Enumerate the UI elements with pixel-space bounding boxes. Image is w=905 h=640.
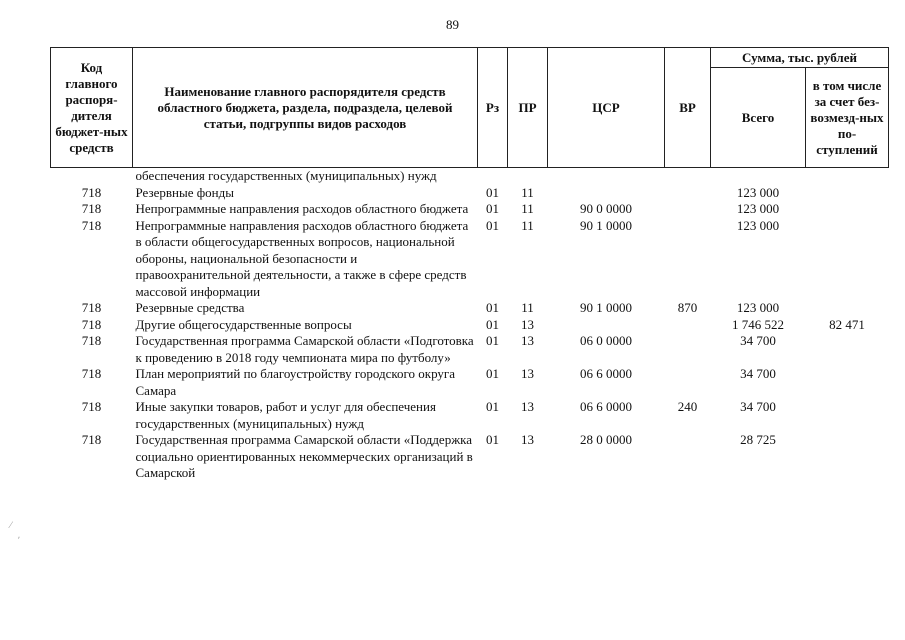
table-row: [51, 333, 889, 366]
cell-vr: [665, 317, 711, 334]
cell-code: 718: [81, 366, 102, 381]
header-pr: ПР: [508, 48, 548, 168]
cell-grant: [806, 432, 889, 482]
cell-vr: [665, 333, 711, 366]
cell-total: 1 746 522: [732, 316, 784, 332]
cell-total: [711, 168, 806, 185]
cell-vr: [665, 201, 711, 218]
cell-pr: 13: [521, 399, 534, 414]
cell-code: 718: [81, 300, 102, 315]
cell-rz: 01: [486, 316, 499, 332]
cell-total: 123 000: [736, 300, 780, 315]
cell-pr: 11: [521, 217, 534, 233]
cell-pr: 13: [521, 333, 534, 348]
cell-name: Резервные средства: [135, 300, 245, 315]
cell-name: План мероприятий по благоустройству городского округа Самара: [135, 366, 455, 398]
cell-total: 34 700: [740, 399, 776, 414]
cell-vr: 870: [677, 300, 698, 315]
budget-table: [50, 47, 889, 482]
cell-grant: [806, 366, 889, 399]
cell-code: 718: [81, 316, 102, 332]
header-rz: Рз: [478, 48, 508, 168]
cell-code: 718: [81, 399, 102, 414]
header-grant: в том числе за счет без-возмезд-ных по-ступлений: [806, 68, 889, 168]
cell-rz: 01: [486, 366, 499, 381]
cell-csr: 90 1 0000: [580, 300, 632, 315]
table-row: [51, 300, 889, 317]
cell-vr: [665, 185, 711, 202]
cell-code: 718: [81, 432, 102, 447]
table-row: [51, 399, 889, 432]
cell-rz: 01: [486, 217, 499, 233]
cell-pr: 13: [521, 366, 534, 381]
cell-name: Непрограммные направления расходов областного бюджета: [135, 201, 469, 216]
table-row: [51, 366, 889, 399]
cell-grant: [806, 218, 889, 301]
cell-vr: [665, 168, 711, 185]
header-csr: ЦСР: [548, 48, 665, 168]
page-number: 89: [446, 17, 459, 32]
cell-pr: 11: [521, 184, 534, 200]
cell-rz: 01: [486, 201, 499, 216]
cell-vr: [665, 432, 711, 482]
cell-rz: 01: [486, 184, 499, 200]
cell-csr: 06 6 0000: [580, 399, 632, 414]
cell-csr: [548, 317, 665, 334]
cell-code: [51, 168, 133, 185]
cell-grant: [806, 201, 889, 218]
cell-total: 34 700: [740, 333, 776, 348]
cell-name: Иные закупки товаров, работ и услуг для обеспечения государственных (муниципальных) нужд: [135, 399, 436, 431]
cell-csr: 06 0 0000: [580, 333, 632, 348]
table-row: [51, 185, 889, 202]
cell-name: Непрограммные направления расходов областного бюджета в области общегосударственных вопросов, национальной обороны, национальной безопасности и правоохранительной деятельности, а также в сфере средств массовой информации: [135, 217, 469, 299]
cell-code: 718: [81, 201, 102, 216]
header-vr: ВР: [665, 48, 711, 168]
cell-csr: [548, 185, 665, 202]
cell-total: 34 700: [740, 366, 776, 381]
header-code: Код главного распоря-дителя бюджет-ных средств: [51, 48, 133, 168]
header-total: Всего: [711, 68, 806, 168]
header-name: Наименование главного распорядителя средств областного бюджета, раздела, подраздела, целевой статьи, подгруппы видов расходов: [133, 48, 478, 168]
cell-grant: 82 471: [829, 316, 865, 332]
cell-rz: 01: [486, 300, 499, 315]
cell-grant: [806, 300, 889, 317]
cell-grant: [806, 333, 889, 366]
cell-csr: 90 0 0000: [580, 201, 632, 216]
cell-name: Государственная программа Самарской области «Подготовка к проведению в 2018 году чемпионата мира по футболу»: [135, 333, 474, 365]
cell-rz: 01: [486, 333, 499, 348]
cell-rz: 01: [486, 432, 499, 447]
table-row: [51, 218, 889, 301]
cell-name: Государственная программа Самарской области «Поддержка социально ориентированных некоммерческих организаций в Самарской: [135, 432, 473, 480]
cell-vr: 240: [677, 399, 698, 414]
cell-csr: 06 6 0000: [580, 366, 632, 381]
table-row: [51, 168, 889, 185]
cell-code: 718: [81, 184, 102, 200]
cell-name: Резервные фонды: [135, 184, 234, 200]
cell-name: Другие общегосударственные вопросы: [135, 316, 352, 332]
table-header: [51, 48, 889, 168]
cell-pr: 11: [521, 300, 534, 315]
cell-pr: 13: [521, 316, 534, 332]
cell-total: 28 725: [740, 432, 776, 447]
cell-code: 718: [81, 217, 102, 233]
cell-rz: 01: [486, 399, 499, 414]
cell-pr: [508, 168, 548, 185]
cell-rz: [478, 168, 508, 185]
table-row: [51, 317, 889, 334]
cell-name: обеспечения государственных (муниципальных) нужд: [135, 168, 437, 183]
cell-code: 718: [81, 333, 102, 348]
cell-vr: [665, 366, 711, 399]
cell-vr: [665, 218, 711, 301]
table-row: [51, 432, 889, 482]
cell-total: 123 000: [736, 184, 780, 200]
cell-csr: 28 0 0000: [580, 432, 632, 447]
table-body: [51, 168, 889, 482]
cell-csr: 90 1 0000: [580, 217, 632, 233]
cell-csr: [548, 168, 665, 185]
cell-total: 123 000: [736, 201, 780, 216]
cell-grant: [806, 399, 889, 432]
table-row: [51, 201, 889, 218]
cell-pr: 13: [521, 432, 534, 447]
cell-grant: [806, 168, 889, 185]
cell-pr: 11: [521, 201, 534, 216]
cell-total: 123 000: [736, 217, 780, 233]
header-sum-group: Сумма, тыс. рублей: [711, 48, 889, 68]
cell-grant: [806, 185, 889, 202]
